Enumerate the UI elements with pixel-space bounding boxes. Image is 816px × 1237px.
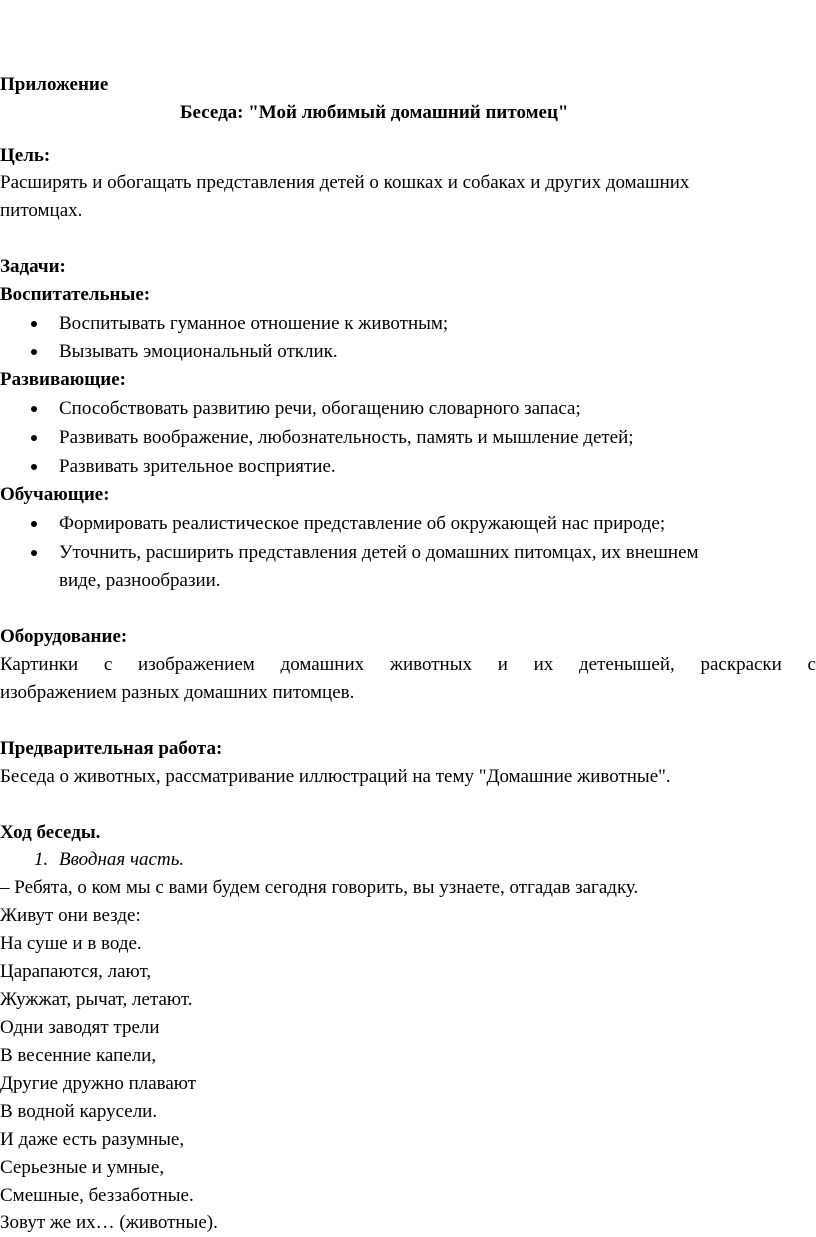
goal-text-line-1: Расширять и обогащать представления детей о кошках и собаках и других домашних: [0, 172, 690, 193]
teaching-heading: Обучающие:: [0, 484, 110, 505]
list-item: [0, 341, 816, 363]
prework-heading: Предварительная работа:: [0, 738, 223, 759]
list-item: [0, 398, 816, 420]
list-item-continuation: виде, разнообразии.: [59, 570, 221, 591]
list-item: [0, 427, 816, 449]
riddle-line: На суше и в воде.: [0, 933, 142, 954]
list-item-text: Вызывать эмоциональный отклик.: [59, 341, 338, 362]
list-item-text: Воспитывать гуманное отношение к животным;: [59, 313, 449, 334]
intro-text: – Ребята, о ком мы с вами будем сегодня говорить, вы узнаете, отгадав загадку.: [0, 877, 639, 898]
list-item: [0, 456, 816, 478]
developing-heading: Развивающие:: [0, 369, 126, 390]
list-item-text: Формировать реалистическое представление об окружающей нас природе;: [59, 513, 666, 534]
riddle-line: Зовут же их… (животные).: [0, 1212, 218, 1233]
prework-text: Беседа о животных, рассматривание иллюстраций на тему "Домашние животные".: [0, 766, 671, 787]
list-item-text: Развивать зрительное восприятие.: [59, 456, 336, 477]
educational-heading: Воспитательные:: [0, 284, 151, 305]
tasks-heading: Задачи:: [0, 256, 66, 277]
list-item: [0, 542, 816, 564]
riddle-line: Другие дружно плавают: [0, 1073, 197, 1094]
list-item: [0, 313, 816, 335]
goal-text-line-2: питомцах.: [0, 200, 83, 221]
riddle-line: Жужжат, рычат, летают.: [0, 989, 193, 1010]
bullet-icon: [31, 406, 37, 412]
riddle-line: В водной карусели.: [0, 1101, 158, 1122]
riddle-line: Живут они везде:: [0, 905, 141, 926]
equipment-heading: Оборудование:: [0, 626, 128, 647]
riddle-line: И даже есть разумные,: [0, 1129, 185, 1150]
step-number: 1.: [34, 849, 49, 870]
bullet-icon: [31, 349, 37, 355]
list-item-text: Развивать воображение, любознательность, память и мышление детей;: [59, 427, 634, 448]
riddle-line: В весенние капели,: [0, 1045, 157, 1066]
equipment-text-line-2: изображением разных домашних питомцев.: [0, 682, 355, 703]
list-item: [0, 513, 816, 535]
course-heading: Ход беседы.: [0, 822, 101, 843]
bullet-icon: [31, 435, 37, 441]
bullet-icon: [31, 321, 37, 327]
riddle-line: Смешные, беззаботные.: [0, 1185, 194, 1206]
document-title: Беседа: "Мой любимый домашний питомец": [180, 102, 569, 123]
bullet-icon: [31, 464, 37, 470]
appendix-label: Приложение: [0, 74, 109, 95]
equipment-text-line-1: Картинки с изображением домашних животных и их детенышей, раскраски с: [0, 654, 816, 675]
list-item-text: Уточнить, расширить представления детей о домашних питомцах, их внешнем: [59, 542, 699, 563]
list-item-text: Способствовать развитию речи, обогащению словарного запаса;: [59, 398, 581, 419]
riddle-line: Серьезные и умные,: [0, 1157, 165, 1178]
goal-heading: Цель:: [0, 145, 51, 166]
step-label: Вводная часть.: [59, 849, 185, 870]
riddle-line: Царапаются, лают,: [0, 961, 152, 982]
riddle-line: Одни заводят трели: [0, 1017, 160, 1038]
bullet-icon: [31, 550, 37, 556]
bullet-icon: [31, 521, 37, 527]
